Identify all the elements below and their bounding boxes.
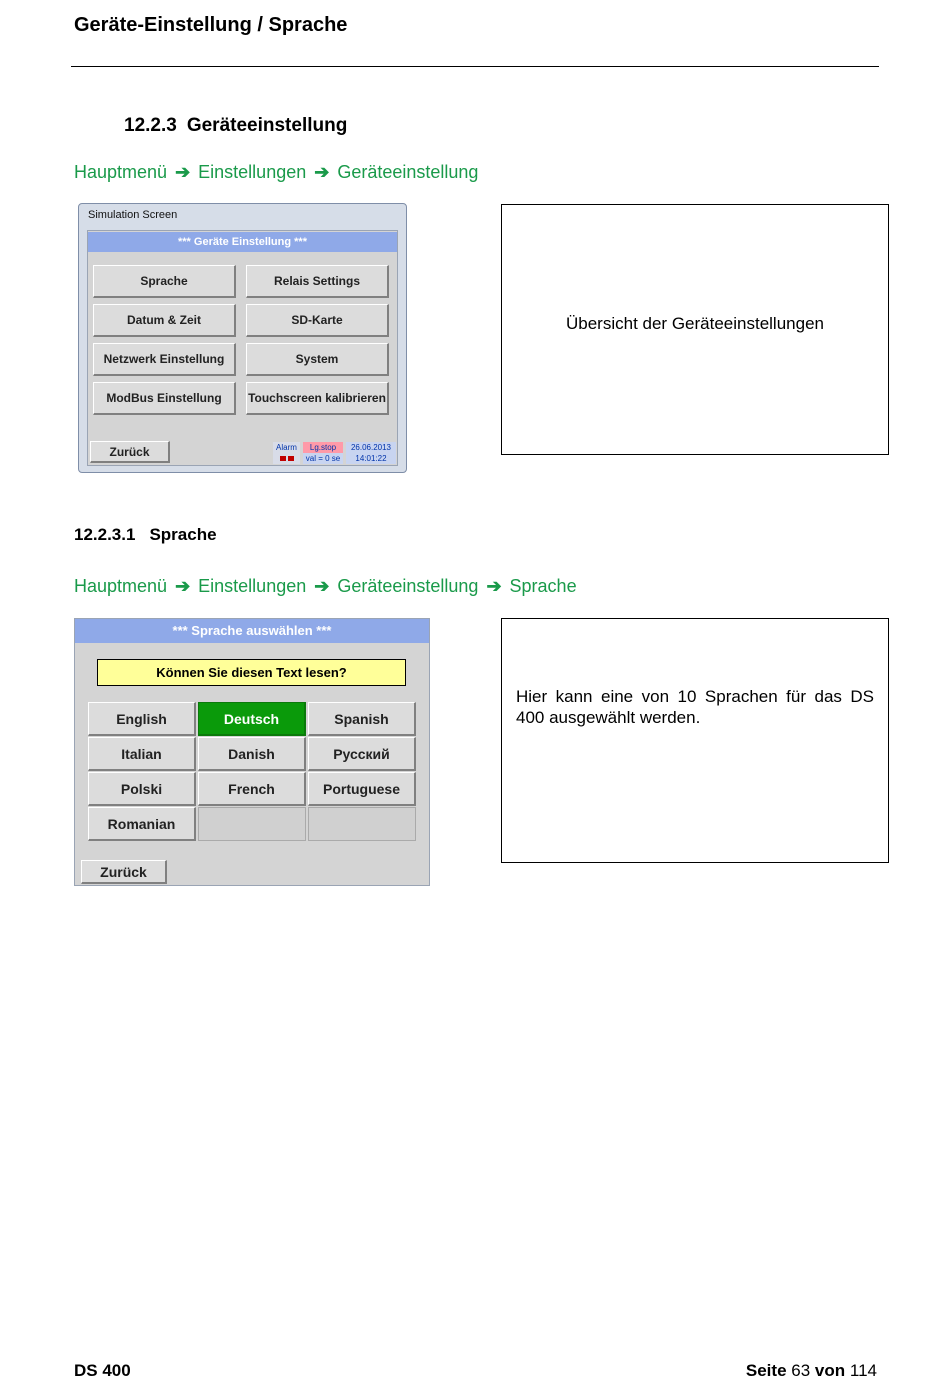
lang-danish-button[interactable]: Danish [198, 737, 306, 771]
empty-slot [308, 807, 416, 841]
section-heading-12-2-3 [124, 115, 347, 137]
lang-french-button[interactable]: French [198, 772, 306, 806]
description-box-1: Übersicht der Geräteeinstellungen [501, 204, 889, 455]
path-item: Geräteeinstellung [337, 162, 479, 182]
log-value: val = 0 se [303, 453, 343, 464]
menu-path-2 [74, 576, 577, 597]
path-item: Einstellungen [198, 162, 307, 182]
alarm-label: Alarm [276, 443, 297, 452]
path-item: Sprache [509, 576, 577, 596]
arrow-right-icon: ➔ [175, 576, 191, 596]
log-status [303, 442, 343, 464]
section-number: 12.2.3.1 [74, 525, 136, 544]
menu-path-1 [74, 162, 478, 183]
datum-zeit-button[interactable]: Datum & Zeit [93, 304, 236, 337]
lang-italian-button[interactable]: Italian [88, 737, 196, 771]
sd-karte-button[interactable]: SD-Karte [246, 304, 389, 337]
date-value: 26.06.2013 [350, 443, 392, 452]
footer-page-number [746, 1361, 877, 1381]
language-select-screenshot [74, 618, 430, 886]
page-header-title: Geräte-Einstellung / Sprache [74, 14, 348, 36]
sprache-button[interactable]: Sprache [93, 265, 236, 298]
arrow-right-icon: ➔ [314, 576, 330, 596]
path-item: Hauptmenü [74, 162, 168, 182]
relais-settings-button[interactable]: Relais Settings [246, 265, 389, 298]
window-title: Simulation Screen [88, 209, 178, 221]
arrow-right-icon: ➔ [314, 162, 330, 182]
settings-panel [87, 230, 398, 466]
header-divider [71, 66, 879, 67]
alarm-leds-icon [273, 453, 300, 464]
path-item: Einstellungen [198, 576, 307, 596]
lang-spanish-button[interactable]: Spanish [308, 702, 416, 736]
system-button[interactable]: System [246, 343, 389, 376]
language-banner: *** Sprache auswählen *** [75, 619, 429, 643]
lang-polski-button[interactable]: Polski [88, 772, 196, 806]
footer-product: DS 400 [74, 1361, 131, 1380]
page-total: 114 [849, 1361, 877, 1380]
settings-banner: *** Geräte Einstellung *** [88, 232, 397, 252]
arrow-right-icon: ➔ [175, 162, 191, 182]
arrow-right-icon: ➔ [486, 576, 502, 596]
page-label: Seite [745, 1361, 787, 1380]
path-item: Hauptmenü [74, 576, 168, 596]
of-label: von [814, 1361, 846, 1380]
alarm-status [273, 442, 300, 464]
device-settings-screenshot [78, 203, 407, 473]
datetime-status [346, 442, 396, 464]
lang-russian-button[interactable]: Русский [308, 737, 416, 771]
zurueck-button[interactable]: Zurück [90, 441, 170, 463]
lang-english-button[interactable]: English [88, 702, 196, 736]
section-title: Geräteeinstellung [186, 115, 348, 136]
lang-romanian-button[interactable]: Romanian [88, 807, 196, 841]
netzwerk-einstellung-button[interactable]: Netzwerk Einstellung [93, 343, 236, 376]
lang-deutsch-button[interactable]: Deutsch [198, 702, 306, 736]
section-heading-12-2-3-1 [74, 525, 217, 545]
touchscreen-kalibrieren-button[interactable]: Touchscreen kalibrieren [246, 382, 389, 415]
modbus-einstellung-button[interactable]: ModBus Einstellung [93, 382, 236, 415]
path-item: Geräteeinstellung [337, 576, 479, 596]
question-box: Können Sie diesen Text lesen? [97, 659, 406, 686]
empty-slot [198, 807, 306, 841]
log-label: Lg.stop [309, 443, 337, 452]
zurueck-button[interactable]: Zurück [81, 860, 167, 884]
time-value: 14:01:22 [355, 454, 387, 463]
page-current: 63 [791, 1361, 811, 1380]
lang-portuguese-button[interactable]: Portuguese [308, 772, 416, 806]
section-number: 12.2.3 [124, 115, 177, 136]
section-title: Sprache [149, 525, 217, 544]
description-box-2: Hier kann eine von 10 Sprachen für das DS 400 ausgewählt werden. [501, 618, 889, 863]
